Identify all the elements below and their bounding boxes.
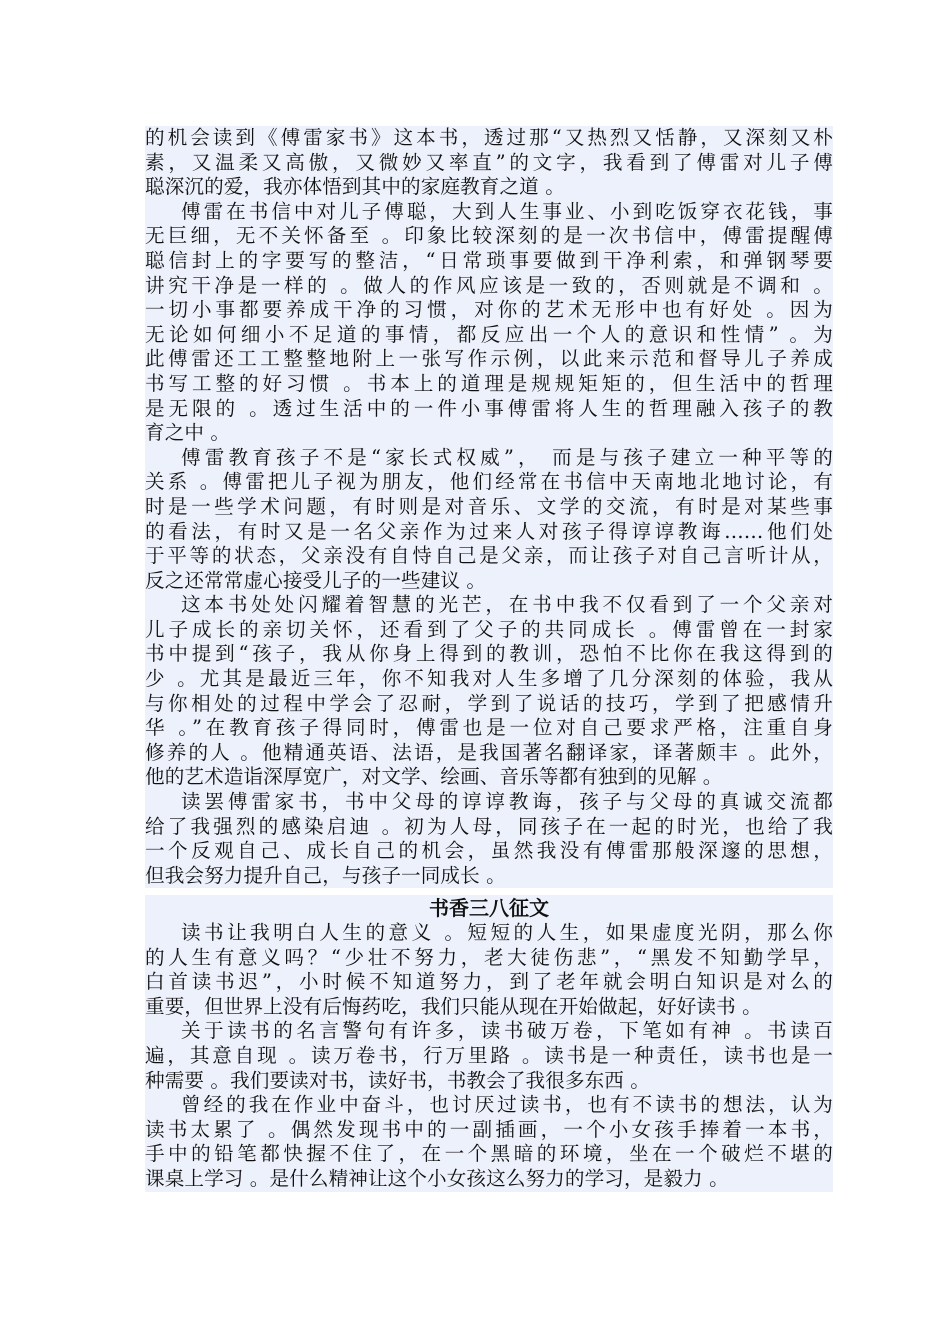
text-line: 关于读书的名言警句有许多，读书破万卷，下笔如有神 。书读百	[181, 1019, 833, 1043]
text-line: 种需要 。我们要读对书，读好书，书教会了我很多东西 。	[145, 1068, 650, 1092]
text-line: 他的艺术造诣深厚宽广，对文学、绘画、音乐等都有独到的见解 。	[145, 765, 723, 789]
text-line: 是无限的 。透过生活中的一件小事傅雷将人生的哲理融入孩子的教	[145, 396, 833, 420]
text-line: 关系 。傅雷把儿子视为朋友，他们经常在书信中天南地北地讨论，有	[145, 470, 833, 494]
text-line: 书写工整的好习惯 。书本上的道理是规规矩矩的，但生活中的哲理	[145, 371, 833, 395]
text-line: 此傅雷还工工整整地附上一张写作示例，以此来示范和督导儿子养成	[145, 347, 833, 371]
text-line: 无巨细，无不关怀备至 。印象比较深刻的是一次书信中，傅雷提醒傅	[145, 224, 833, 248]
paragraph	[145, 593, 833, 790]
text-line: 读罢傅雷家书，书中父母的谆谆教诲，孩子与父母的真诚交流都	[181, 790, 833, 814]
text-line: 手中的铅笔都快握不住了，在一个黑暗的环境，坐在一个破烂不堪的	[145, 1142, 833, 1166]
text-line: 聪信封上的字要写的整洁，“日常琐事要做到干净利索，和弹钢琴要	[145, 248, 833, 272]
paragraph	[145, 126, 833, 200]
paragraph	[145, 1019, 833, 1093]
text-line: 白首读书迟”，小时候不知道努力，到了老年就会明白知识是对么的	[145, 970, 833, 994]
paragraph	[145, 1093, 833, 1191]
section-title: 书香三八征文	[429, 896, 549, 920]
paragraph	[145, 200, 833, 446]
text-line: 讲究干净是一样的 。做人的作风应该是一致的，否则就是不调和 。	[145, 273, 833, 297]
text-line: 书中提到“孩子，我从你身上得到的教训，恐怕不比你在我这得到的	[145, 642, 833, 666]
text-line: 遍，其意自现 。读万卷书，行万里路 。读书是一种责任，读书也是一	[145, 1043, 833, 1067]
text-line: 傅雷教育孩子不是“家长式权威”， 而是与孩子建立一种平等的	[181, 445, 833, 469]
text-line: 华 。”在教育孩子得同时，傅雷也是一位对自己要求严格，注重自身	[145, 716, 833, 740]
text-line: 一切小事都要养成干净的习惯，对你的艺术无形中也有好处 。因为	[145, 298, 833, 322]
text-line: 与你相处的过程中学会了忍耐，学到了说话的技巧，学到了把感情升	[145, 691, 833, 715]
text-line: 重要，但世界上没有后悔药吃，我们只能从现在开始做起，好好读书 。	[145, 994, 762, 1018]
text-line: 这本书处处闪耀着智慧的光芒，在书中我不仅看到了一个父亲对	[181, 593, 833, 617]
paragraph	[145, 446, 833, 594]
essay-fu-lei-family-letters	[145, 126, 833, 888]
text-line: 素，又温柔又高傲，又微妙又率直”的文字，我看到了傅雷对儿子傅	[145, 150, 833, 174]
paragraph	[145, 921, 833, 1019]
text-line: 给了我强烈的感染启迪 。初为人母，同孩子在一起的时光，也给了我	[145, 814, 833, 838]
text-line: 的人生有意义吗？“少壮不努力，老大徒伤悲”，“黑发不知勤学早，	[145, 945, 833, 969]
text-line: 傅雷在书信中对儿子傅聪，大到人生事业、小到吃饭穿衣花钱，事	[181, 199, 833, 223]
text-line: 修养的人 。他精通英语、法语，是我国著名翻译家，译著颇丰 。此外，	[145, 740, 833, 764]
text-line: 曾经的我在作业中奋斗，也讨厌过读书，也有不读书的想法，认为	[181, 1093, 833, 1117]
text-line: 时是一些学术问题，有时则是对音乐、文学的交流，有时是对某些事	[145, 494, 833, 518]
essay-reading-women-day	[145, 895, 833, 1192]
text-line: 无论如何细小不足道的事情，都反应出一个人的意识和性情” 。为	[145, 322, 833, 346]
text-line: 课桌上学习 。是什么精神让这个小女孩这么努力的学习，是毅力 。	[145, 1166, 729, 1190]
text-line: 儿子成长的亲切关怀，还看到了父子的共同成长 。傅雷曾在一封家	[145, 617, 833, 641]
paragraph	[145, 790, 833, 888]
text-line: 于平等的状态，父亲没有自恃自己是父亲，而让孩子对自己言听计从，	[145, 544, 833, 568]
text-line: 一个反观自己、成长自己的机会，虽然我没有傅雷那般深邃的思想，	[145, 839, 833, 863]
text-line: 读书让我明白人生的意义 。短短的人生，如果虚度光阴，那么你	[181, 921, 833, 944]
text-line: 少 。尤其是最近三年，你不知我对人生多增了几分深刻的体验，我从	[145, 667, 833, 691]
text-line: 但我会努力提升自己，与孩子一同成长 。	[145, 863, 506, 887]
text-line: 聪深沉的爱，我亦体悟到其中的家庭教育之道 。	[145, 175, 565, 199]
text-line: 反之还常常虚心接受儿子的一些建议 。	[145, 568, 487, 592]
text-line: 的看法，有时又是一名父亲作为过来人对孩子得谆谆教诲……他们处	[145, 519, 833, 543]
text-line: 育之中 。	[145, 421, 231, 445]
text-line: 的机会读到《傅雷家书》这本书，透过那“又热烈又恬静，又深刻又朴	[145, 126, 833, 149]
text-line: 读书太累了 。偶然发现书中的一副插画，一个小女孩手捧着一本书，	[145, 1117, 833, 1141]
